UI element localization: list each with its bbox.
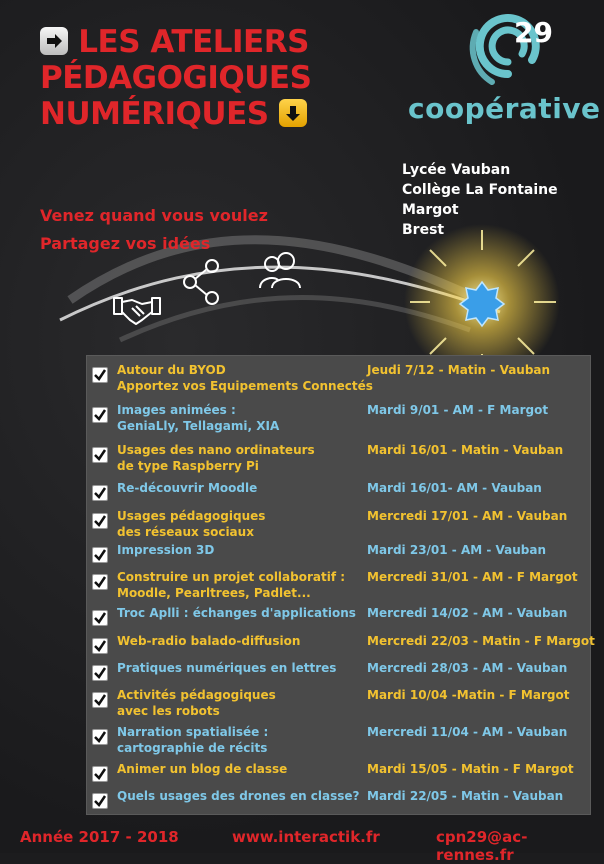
- handshake-icon: [112, 290, 162, 330]
- workshop-title: Autour du BYOD Apportez vos Equipements Connectés: [117, 363, 373, 393]
- workshop-title: Usages des nano ordinateurs de type Raspberry Pi: [117, 443, 315, 473]
- checkmark-icon: [93, 730, 107, 744]
- slogan-line-2: Partagez vos idées: [40, 234, 211, 253]
- checkmark-icon: [93, 639, 107, 653]
- workshop-title: Usages pédagogiques des réseaux sociaux: [117, 509, 266, 539]
- checkbox-checked[interactable]: [92, 729, 108, 745]
- checkbox-checked[interactable]: [92, 485, 108, 501]
- workshop-date: Mardi 23/01 - AM - Vauban: [367, 543, 547, 557]
- workshops-panel: [86, 355, 595, 815]
- workshop-date: Mardi 16/01- AM - Vauban: [367, 481, 542, 495]
- checkbox-checked[interactable]: [92, 407, 108, 423]
- footer-year: Année 2017 - 2018: [20, 828, 179, 846]
- slogan-line-1: Venez quand vous voulez: [40, 206, 268, 225]
- footer-website[interactable]: www.interactik.fr: [232, 828, 380, 846]
- workshop-title: Re-découvrir Moodle: [117, 481, 258, 495]
- checkmark-icon: [93, 767, 107, 781]
- workshop-date: Mardi 10/04 -Matin - F Margot: [367, 688, 570, 702]
- workshop-date: Jeudi 7/12 - Matin - Vauban: [367, 363, 551, 377]
- checkmark-icon: [93, 575, 107, 589]
- workshop-title: Quels usages des drones en classe?: [117, 789, 360, 803]
- checkbox-checked[interactable]: [92, 610, 108, 626]
- checkmark-icon: [93, 794, 107, 808]
- checkmark-icon: [93, 548, 107, 562]
- place-item: Brest: [402, 222, 445, 238]
- checkbox-checked[interactable]: [92, 793, 108, 809]
- checkmark-icon: [93, 666, 107, 680]
- workshop-date: Mercredi 17/01 - AM - Vauban: [367, 509, 568, 523]
- checkmark-icon: [93, 514, 107, 528]
- logo-name: coopérative: [408, 92, 601, 125]
- workshop-title: Narration spatialisée : cartographie de récits: [117, 725, 269, 755]
- checkmark-icon: [93, 368, 107, 382]
- workshop-date: Mardi 22/05 - Matin - Vauban: [367, 789, 564, 803]
- places-list: [402, 160, 604, 240]
- checkbox-checked[interactable]: [92, 447, 108, 463]
- workshop-title: Pratiques numériques en lettres: [117, 661, 337, 675]
- checkmark-icon: [93, 486, 107, 500]
- title-line-1: LES ATELIERS: [40, 24, 309, 60]
- workshop-title: Impression 3D: [117, 543, 215, 557]
- title-line-3: NUMÉRIQUES: [40, 96, 307, 132]
- title-line-2: PÉDAGOGIQUES: [40, 60, 312, 96]
- checkbox-checked[interactable]: [92, 766, 108, 782]
- workshop-date: Mercredi 28/03 - AM - Vauban: [367, 661, 568, 675]
- users-icon: [256, 250, 304, 290]
- checkmark-icon: [93, 693, 107, 707]
- workshop-date: Mardi 9/01 - AM - F Margot: [367, 403, 549, 417]
- footer-email[interactable]: cpn29@ac-rennes.fr: [436, 828, 528, 864]
- workshop-title: Troc Aplli : échanges d'applications: [117, 606, 356, 620]
- logo-number: 29: [514, 16, 553, 49]
- share-icon: [180, 258, 224, 306]
- workshop-date: Mardi 15/05 - Matin - F Margot: [367, 762, 574, 776]
- workshop-date: Mercredi 31/01 - AM - F Margot: [367, 570, 578, 584]
- workshop-date: Mercredi 14/02 - AM - Vauban: [367, 606, 568, 620]
- checkmark-icon: [93, 408, 107, 422]
- workshop-title: Images animées : GeniaLly, Tellagami, XIA: [117, 403, 280, 433]
- workshop-title: Web-radio balado-diffusion: [117, 634, 301, 648]
- workshop-title: Activités pédagogiques avec les robots: [117, 688, 276, 718]
- arrow-down-icon: [279, 99, 307, 127]
- cooperative-logo: [448, 2, 568, 92]
- checkbox-checked[interactable]: [92, 692, 108, 708]
- place-item: Lycée Vauban: [402, 162, 511, 178]
- workshop-date: Mercredi 11/04 - AM - Vauban: [367, 725, 568, 739]
- checkmark-icon: [93, 611, 107, 625]
- workshop-title: Animer un blog de classe: [117, 762, 288, 776]
- workshop-date: Mercredi 22/03 - Matin - F Margot: [367, 634, 595, 648]
- checkbox-checked[interactable]: [92, 574, 108, 590]
- checkbox-checked[interactable]: [92, 638, 108, 654]
- workshop-title: Construire un projet collaboratif : Moodle, Pearltrees, Padlet...: [117, 570, 346, 600]
- checkbox-checked[interactable]: [92, 665, 108, 681]
- checkbox-checked[interactable]: [92, 367, 108, 383]
- star-burst-icon: [460, 282, 504, 326]
- checkbox-checked[interactable]: [92, 513, 108, 529]
- checkmark-icon: [93, 448, 107, 462]
- arrow-right-icon: [40, 27, 68, 55]
- workshop-date: Mardi 16/01 - Matin - Vauban: [367, 443, 564, 457]
- checkbox-checked[interactable]: [92, 547, 108, 563]
- place-item: Collège La Fontaine Margot: [402, 182, 558, 218]
